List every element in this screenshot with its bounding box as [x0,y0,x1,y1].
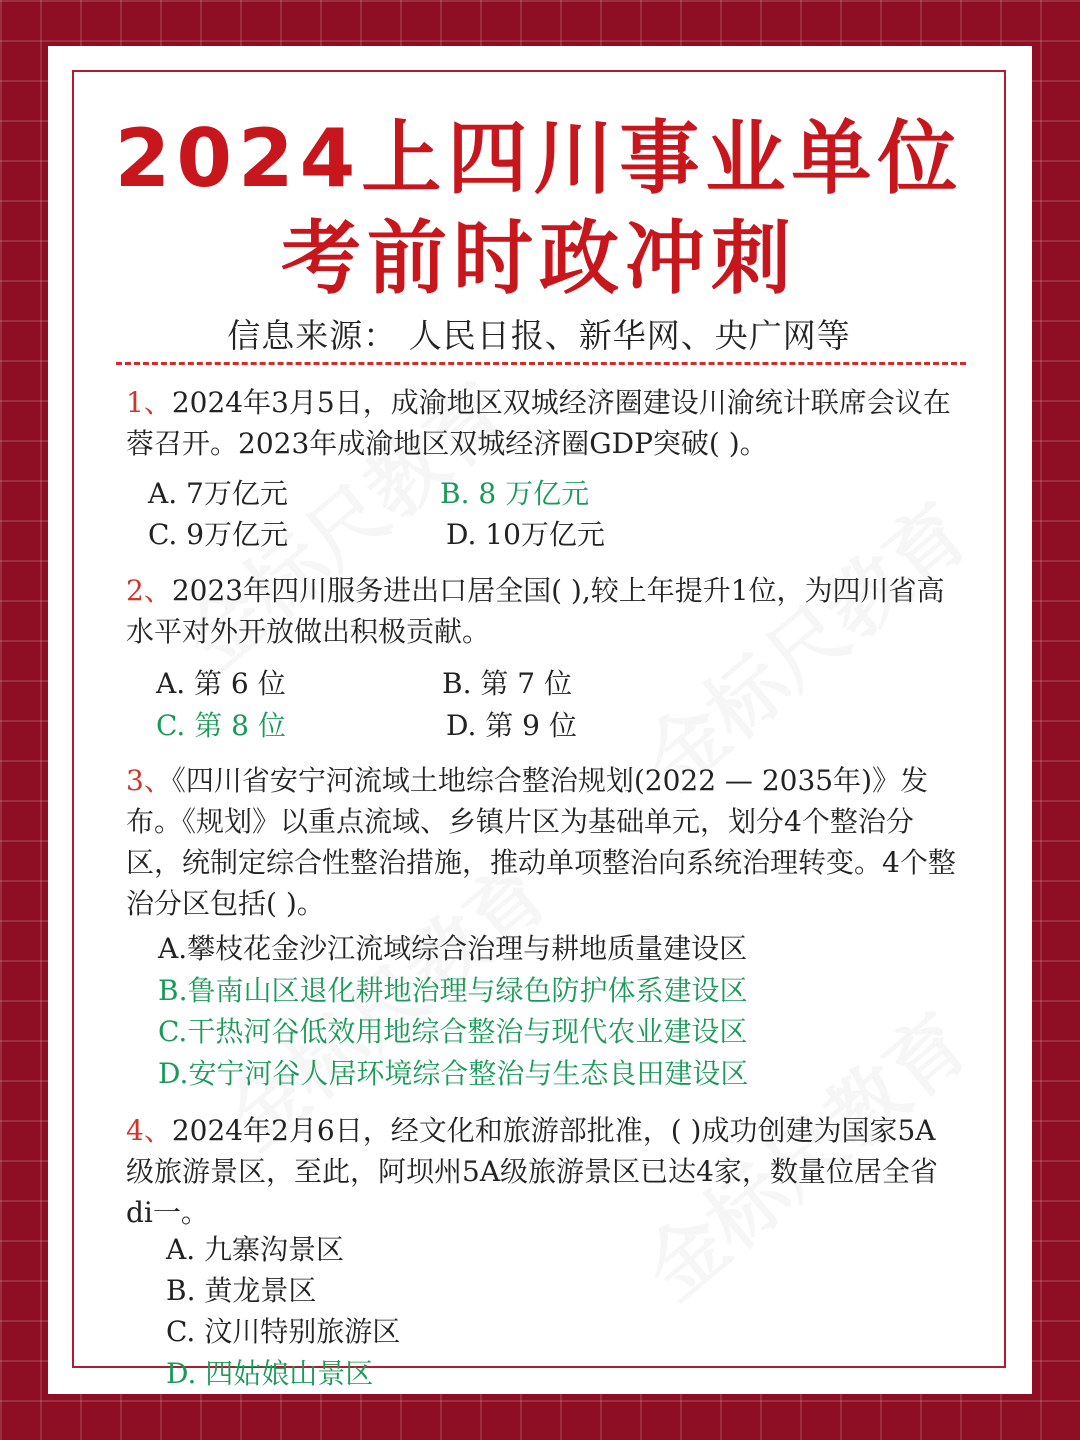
inner-frame [72,70,1006,1390]
question-3 [126,760,956,924]
question-1 [126,382,956,464]
q1-option-c: C. 9万亿元 [148,518,289,551]
question-number: 2、 [126,574,172,607]
q1-option-a: A. 7万亿元 [148,477,288,510]
q4-option-d: D. 四姑娘山景区 [166,1357,374,1390]
q1-option-b: B. 8 万亿元 [440,477,590,510]
question-4 [126,1110,956,1233]
page-title-line1: 2024上四川事业单位 [114,112,964,205]
question-2 [126,570,956,652]
content-card [48,46,1032,1394]
page-title-line2: 考前时政冲刺 [281,212,797,305]
question-text: 2024年3月5日，成渝地区双城经济圈建设川渝统计联席会议在蓉召开。2023年成渝地区双城经济圈GDP突破( )。 [126,386,951,460]
q3-option-b: B.鲁南山区退化耕地治理与绿色防护体系建设区 [158,974,748,1007]
dashed-divider [116,362,966,365]
q2-option-c: C. 第 8 位 [156,709,286,742]
q3-option-d: D.安宁河谷人居环境综合整治与生态良田建设区 [158,1057,749,1090]
q2-option-a: A. 第 6 位 [156,667,286,700]
q4-option-b: B. 黄龙景区 [166,1274,317,1307]
info-source: 信息来源： 人民日报、新华网、央广网等 [227,316,851,355]
q3-option-a: A.攀枝花金沙江流域综合治理与耕地质量建设区 [158,932,748,965]
question-number: 1、 [126,386,172,419]
question-number: 4、 [126,1114,172,1147]
q1-option-d: D. 10万亿元 [446,518,605,551]
q4-option-a: A. 九寨沟景区 [166,1233,345,1266]
q2-option-b: B. 第 7 位 [442,667,572,700]
question-text: 《四川省安宁河流域土地综合整治规划(2022 — 2035年)》发布。《规划》以重点流域、乡镇片区为基础单元，划分4个整治分区，统制定综合性整治措施，推动单项整治向系统治理转变。4个整治分区包括( )。 [126,764,956,920]
question-number: 3、 [126,764,172,797]
q4-option-c: C. 汶川特别旅游区 [166,1315,401,1348]
q2-option-d: D. 第 9 位 [446,709,577,742]
q3-option-c: C.干热河谷低效用地综合整治与现代农业建设区 [158,1015,748,1048]
question-text: 2024年2月6日，经文化和旅游部批准，( )成功创建为国家5A级旅游景区，至此，阿坝州5A级旅游景区已达4家，数量位居全省di一。 [126,1114,938,1229]
question-text: 2023年四川服务进出口居全国( ),较上年提升1位，为四川省高水平对外开放做出积极贡献。 [126,574,945,648]
